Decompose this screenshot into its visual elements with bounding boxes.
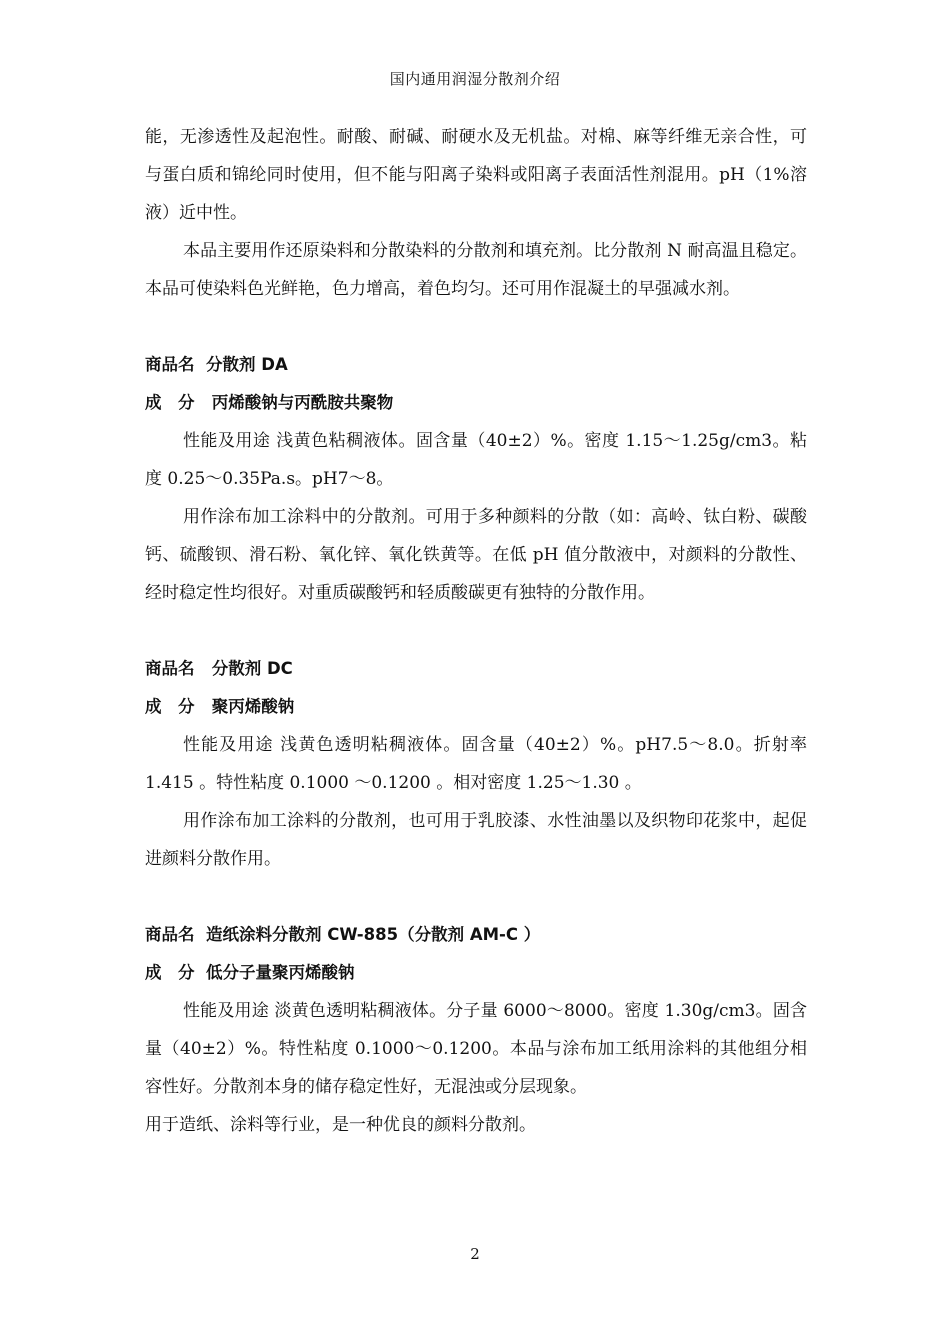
product-name: 造纸涂料分散剂 CW-885（分散剂 AM-C ） <box>206 925 541 944</box>
component-label: 成 分 <box>145 393 195 412</box>
component-label: 成 分 <box>145 963 195 982</box>
usage-paragraph: 本品主要用作还原染料和分散染料的分散剂和填充剂。比分散剂 N 耐高温且稳定。本品可使染料色光鲜艳，色力增高，着色均匀。还可用作混凝土的早强减水剂。 <box>145 241 807 299</box>
component-heading-dc <box>145 688 807 726</box>
product-label: 商品名 <box>145 659 195 678</box>
closing-line: 用于造纸、涂料等行业，是一种优良的颜料分散剂。 <box>145 1115 536 1135</box>
product-name: 分散剂 DC <box>211 659 293 678</box>
page-body <box>145 118 807 1144</box>
running-header: 国内通用润湿分散剂介绍 <box>389 70 561 88</box>
component-name: 聚丙烯酸钠 <box>211 697 295 716</box>
properties-paragraph: 性能及用途 浅黄色透明粘稠液体。固含量（40±2）%。pH7.5～8.0。折射率 1.415 。特性粘度 0.1000 ～0.1200 。相对密度 1.25～1.30 。 <box>145 735 807 793</box>
product-label: 商品名 <box>145 355 195 374</box>
component-name: 低分子量聚丙烯酸钠 <box>206 963 355 982</box>
component-label: 成 分 <box>145 697 195 716</box>
usage-paragraph: 用作涂布加工涂料的分散剂，也可用于乳胶漆、水性油墨以及织物印花浆中，起促进颜料分散作用。 <box>145 811 807 869</box>
product-name: 分散剂 DA <box>206 355 288 374</box>
product-heading-cw885 <box>145 916 807 954</box>
component-heading-cw885 <box>145 954 807 992</box>
continuation-paragraph: 能，无渗透性及起泡性。耐酸、耐碱、耐硬水及无机盐。对棉、麻等纤维无亲合性，可与蛋白质和锦纶同时使用，但不能与阳离子染料或阳离子表面活性剂混用。pH（1%溶液）近中性。 <box>145 127 807 223</box>
usage-paragraph: 用作涂布加工涂料中的分散剂。可用于多种颜料的分散（如：高岭、钛白粉、碳酸钙、硫酸钡、滑石粉、氧化锌、氧化铁黄等。在低 pH 值分散液中，对颜料的分散性、经时稳定性均很好。对重质碳酸钙和轻质酸碳更有独特的分散作用。 <box>145 507 807 603</box>
properties-paragraph: 性能及用途 淡黄色透明粘稠液体。分子量 6000～8000。密度 1.30g/cm3。固含量（40±2）%。特性粘度 0.1000～0.1200。本品与涂布加工纸用涂料的其他组分相容性好。分散剂本身的储存稳定性好，无混浊或分层现象。 <box>145 1001 807 1097</box>
product-heading-da <box>145 346 807 384</box>
page-number: 2 <box>470 1245 480 1263</box>
product-heading-dc <box>145 650 807 688</box>
properties-paragraph: 性能及用途 浅黄色粘稠液体。固含量（40±2）%。密度 1.15～1.25g/cm3。粘度 0.25～0.35Pa.s。pH7～8。 <box>145 431 807 489</box>
component-heading-da <box>145 384 807 422</box>
component-name: 丙烯酸钠与丙酰胺共聚物 <box>211 393 394 412</box>
product-label: 商品名 <box>145 925 195 944</box>
